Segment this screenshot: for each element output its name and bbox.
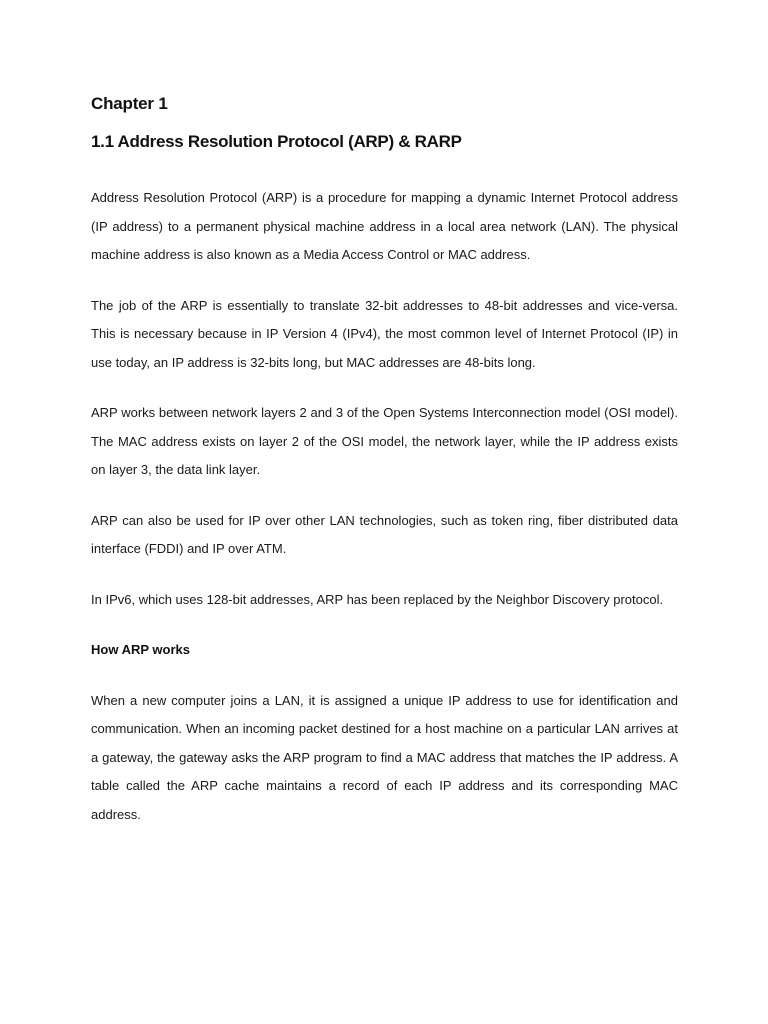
section-heading: 1.1 Address Resolution Protocol (ARP) & RARP (91, 132, 462, 151)
body-paragraph: The job of the ARP is essentially to translate 32-bit addresses to 48-bit addresses and vice-versa. This is necessary because in IP Version 4 (IPv4), the most common level of Internet Protocol (IP) in use today, an IP address is 32-bits long, but MAC addresses are 48-bits long. (91, 297, 678, 370)
subsection-heading: How ARP works (91, 642, 190, 657)
body-paragraph: ARP works between network layers 2 and 3 of the Open Systems Interconnection model (OSI model). The MAC address exists on layer 2 of the OSI model, the network layer, while the IP address exists on layer 3, the data link layer. (91, 405, 678, 477)
chapter-label: Chapter 1 (91, 94, 168, 113)
body-paragraph: In IPv6, which uses 128-bit addresses, ARP has been replaced by the Neighbor Discovery protocol. (91, 591, 664, 607)
document-body (91, 92, 678, 829)
body-paragraph: ARP can also be used for IP over other LAN technologies, such as token ring, fiber distributed data interface (FDDI) and IP over ATM. (91, 512, 678, 556)
body-paragraph: Address Resolution Protocol (ARP) is a procedure for mapping a dynamic Internet Protocol address (IP address) to a permanent physical machine address in a local area network (LAN). The physical machine address is also known as a Media Access Control or MAC address. (91, 190, 678, 262)
body-paragraph: When a new computer joins a LAN, it is assigned a unique IP address to use for identification and communication. When an incoming packet destined for a host machine on a particular LAN arrives at a gateway, the gateway asks the ARP program to find a MAC address that matches the IP address. A table called the ARP cache maintains a record of each IP address and its corresponding MAC address. (91, 692, 678, 822)
